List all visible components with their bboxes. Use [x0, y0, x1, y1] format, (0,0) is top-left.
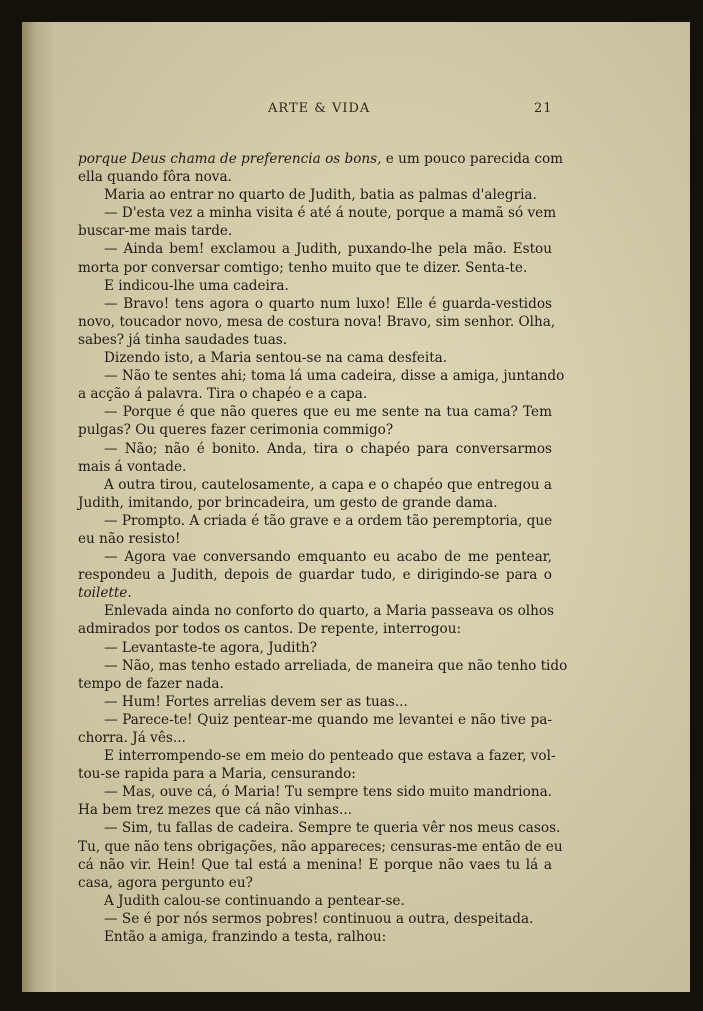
text-line	[78, 222, 552, 240]
text-line	[78, 440, 552, 458]
line-text: Judith, imitando, por brincadeira, um gesto de grande dama.	[78, 494, 498, 511]
line-text: Enlevada ainda no conforto do quarto, a Maria passeava os olhos	[104, 603, 555, 620]
line-text: chorra. Já vês...	[78, 730, 186, 746]
book-page	[22, 22, 690, 992]
line-text: — Agora vae conversando emquanto eu acabo de me pentear,	[104, 549, 552, 566]
text-line	[78, 657, 568, 675]
line-text: — Bravo! tens agora o quarto num luxo! Elle é guarda-vestidos	[104, 295, 552, 312]
text-line	[78, 476, 552, 494]
line-text: E indicou-lhe uma cadeira.	[104, 277, 289, 294]
text-line	[78, 458, 552, 476]
text-line	[78, 186, 552, 204]
line-text: Dizendo isto, a Maria sentou-se na cama desfeita.	[104, 350, 448, 367]
line-text: sabes? já tinha saudades tuas.	[78, 331, 288, 348]
line-text: tempo de fazer nada.	[78, 675, 224, 692]
text-line	[78, 584, 552, 602]
line-text: buscar-me mais tarde.	[78, 223, 233, 240]
text-line	[78, 747, 556, 765]
line-text: — Ainda bem! exclamou a Judith, puxando-lhe pela mão. Estou	[104, 241, 552, 258]
line-text: — Se é por nós sermos pobres! continuou a outra, despeitada.	[104, 910, 534, 927]
text-line	[78, 928, 552, 946]
text-line	[78, 204, 557, 222]
running-title: ARTE & VIDA	[268, 101, 371, 116]
page-number: 21	[534, 101, 553, 116]
line-text: — Levantaste-te agora, Judith?	[104, 639, 317, 656]
line-text: e um pouco parecida com	[381, 151, 564, 167]
page-header	[22, 101, 690, 121]
text-line	[78, 693, 552, 711]
line-text: admirados por todos os cantos. De repente, interrogou:	[78, 621, 462, 638]
line-text: morta por conversar comtigo; tenho muito que te dizer. Senta-te.	[78, 259, 528, 276]
text-line	[78, 367, 565, 385]
line-text: eu não resisto!	[78, 530, 181, 547]
text-line	[78, 421, 552, 439]
line-text: casa, agora pergunto eu?	[78, 874, 253, 891]
line-text: A Judith calou-se continuando a pentear-se.	[104, 892, 405, 909]
line-text: — Não te sentes ahi; toma lá uma cadeira, disse a amiga, juntando	[104, 368, 565, 385]
text-line	[78, 240, 552, 258]
text-line	[78, 729, 552, 747]
text-line	[78, 530, 552, 548]
text-line	[78, 602, 555, 620]
text-line	[78, 910, 552, 928]
text-line	[78, 819, 561, 837]
text-line	[78, 675, 552, 693]
line-text: — Hum! Fortes arrelias devem ser as tuas...	[104, 693, 408, 710]
line-text: — Sim, tu fallas de cadeira. Sempre te queria vêr nos meus casos.	[104, 820, 561, 837]
line-text: — D'esta vez a minha visita é até á noute, porque a mamã só vem	[104, 205, 557, 222]
text-line	[78, 838, 563, 856]
line-text: Tu, que não tens obrigações, não appareces; censuras-me então de eu	[78, 838, 563, 855]
body-text	[78, 150, 568, 946]
italic-text: toilette.	[78, 585, 132, 602]
text-line	[78, 168, 552, 186]
text-line	[78, 403, 552, 421]
italic-text: porque Deus chama de preferencia os bons,	[78, 151, 382, 167]
line-text: — Mas, ouve cá, ó Maria! Tu sempre tens sido muito mandriona.	[104, 784, 552, 801]
line-text: pulgas? Ou queres fazer cerimonia commigo?	[78, 422, 394, 439]
line-text: cá não vir. Hein! Que tal está a menina! E porque não vaes tu lá a	[78, 856, 552, 873]
text-line	[78, 331, 552, 349]
text-line	[78, 295, 552, 313]
text-line	[78, 313, 556, 331]
line-text: ella quando fôra nova.	[78, 169, 232, 186]
text-line	[78, 711, 552, 729]
line-text: a acção á palavra. Tira o chapéo e a capa.	[78, 386, 368, 403]
line-text: Ha bem trez mezes que cá não vinhas...	[78, 802, 352, 819]
line-text: — Porque é que não queres que eu me sente na tua cama? Tem	[104, 404, 552, 421]
page-gutter-shadow	[22, 22, 56, 992]
text-line	[78, 566, 552, 584]
line-text: E interrompendo-se em meio do penteado que estava a fazer, vol-	[104, 748, 556, 765]
text-line	[78, 856, 552, 874]
line-text: Maria ao entrar no quarto de Judith, batia as palmas d'alegria.	[104, 187, 537, 204]
line-text: novo, toucador novo, mesa de costura nova! Bravo, sim senhor. Olha,	[78, 313, 556, 330]
line-text: Então a amiga, franzindo a testa, ralhou:	[104, 929, 387, 946]
line-text: — Prompto. A criada é tão grave e a ordem tão peremptoria, que	[104, 512, 553, 529]
text-line	[78, 150, 564, 168]
line-text: respondeu a Judith, depois de guardar tudo, e dirigindo-se para o	[78, 567, 552, 584]
line-text: A outra tirou, cautelosamente, a capa e o chapéo que entregou a	[104, 476, 552, 493]
text-line	[78, 801, 552, 819]
line-text: mais á vontade.	[78, 458, 187, 475]
text-line	[78, 874, 552, 892]
text-line	[78, 765, 552, 783]
text-line	[78, 349, 552, 367]
line-text: tou-se rapida para a Maria, censurando:	[78, 766, 356, 783]
line-text: — Parece-te! Quiz pentear-me quando me levantei e não tive pa-	[104, 711, 552, 728]
text-line	[78, 512, 552, 530]
text-line	[78, 892, 552, 910]
line-text: — Não; não é bonito. Anda, tira o chapéo para conversarmos	[104, 440, 552, 457]
text-line	[78, 494, 552, 512]
text-line	[78, 548, 552, 566]
text-line	[78, 259, 552, 277]
text-line	[78, 639, 552, 657]
text-line	[78, 783, 552, 801]
line-text: — Não, mas tenho estado arreliada, de maneira que não tenho tido	[104, 657, 568, 674]
text-line	[78, 277, 552, 295]
text-line	[78, 385, 552, 403]
text-line	[78, 620, 552, 638]
